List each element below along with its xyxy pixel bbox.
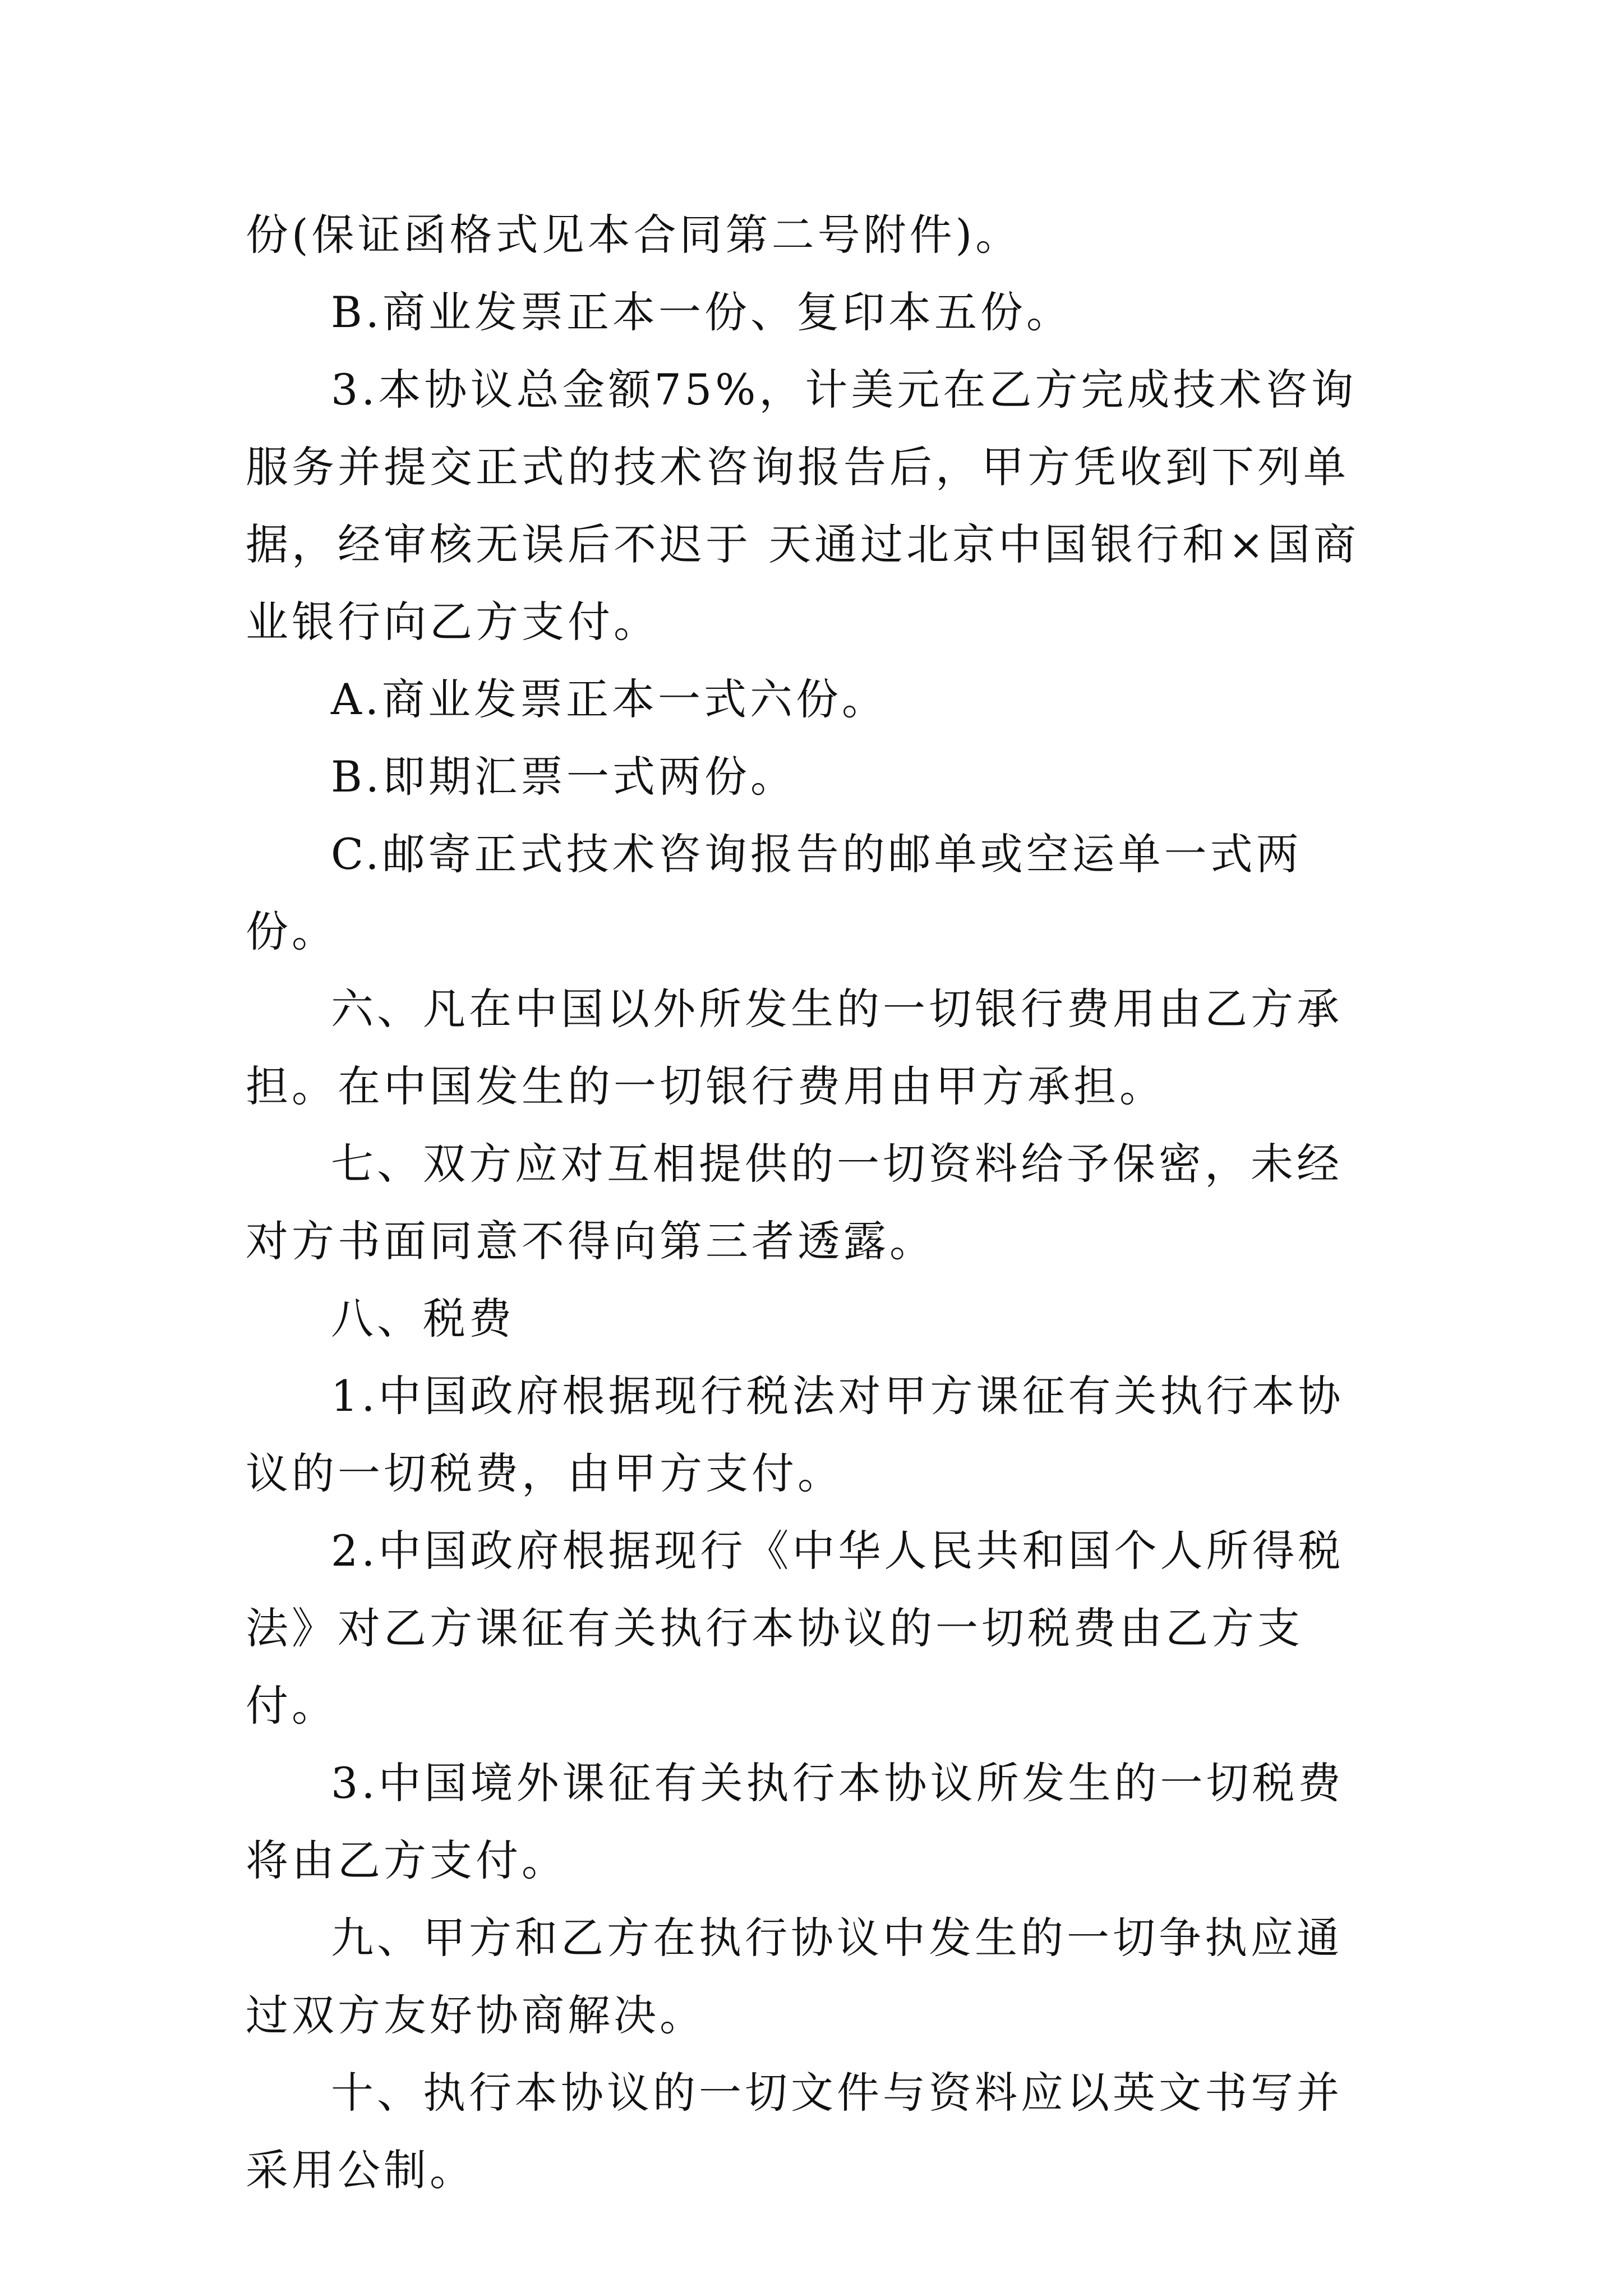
paragraph-tax-clause-2: 2.中国政府根据现行《中华人民共和国个人所得税法》对乙方课征有关执行本协议的一切税费由乙方支付。 (246, 1526, 1344, 1731)
paragraph-item-a-invoice: A.商业发票正本一式六份。 (331, 674, 888, 724)
paragraph-item-b-draft: B.即期汇票一式两份。 (331, 752, 797, 802)
paragraph-item-c-waybill: C.邮寄正式技术咨询报告的邮单或空运单一式两份。 (246, 829, 1302, 956)
paragraph-continuation: 份(保证函格式见本合同第二号附件)。 (246, 210, 1022, 260)
paragraph-item-b-invoice: B.商业发票正本一份、复印本五份。 (331, 287, 1073, 337)
paragraph-article-9-disputes: 九、甲方和乙方在执行协议中发生的一切争执应通过双方友好协商解决。 (246, 1913, 1343, 2040)
paragraph-article-8-heading: 八、税费 (331, 1294, 515, 1343)
paragraph-article-10-language: 十、执行本协议的一切文件与资料应以英文书写并采用公制。 (246, 2068, 1343, 2195)
paragraph-clause-3-payment: 3.本协议总金额75%，计美元在乙方完成技术咨询服务并提交正式的技术咨询报告后，甲方凭收到下列单据，经审核无误后不迟于 天通过北京中国银行和×国商业银行向乙方支付。 (246, 365, 1359, 647)
paragraph-article-7-confidentiality: 七、双方应对互相提供的一切资料给予保密，未经对方书面同意不得向第三者透露。 (246, 1139, 1343, 1266)
paragraph-tax-clause-3: 3.中国境外课征有关执行本协议所发生的一切税费将由乙方支付。 (246, 1758, 1344, 1885)
document-body (246, 196, 1384, 2209)
paragraph-tax-clause-1: 1.中国政府根据现行税法对甲方课征有关执行本协议的一切税费，由甲方支付。 (246, 1371, 1344, 1498)
paragraph-article-6-bank-fees: 六、凡在中国以外所发生的一切银行费用由乙方承担。在中国发生的一切银行费用由甲方承担。 (246, 984, 1343, 1111)
